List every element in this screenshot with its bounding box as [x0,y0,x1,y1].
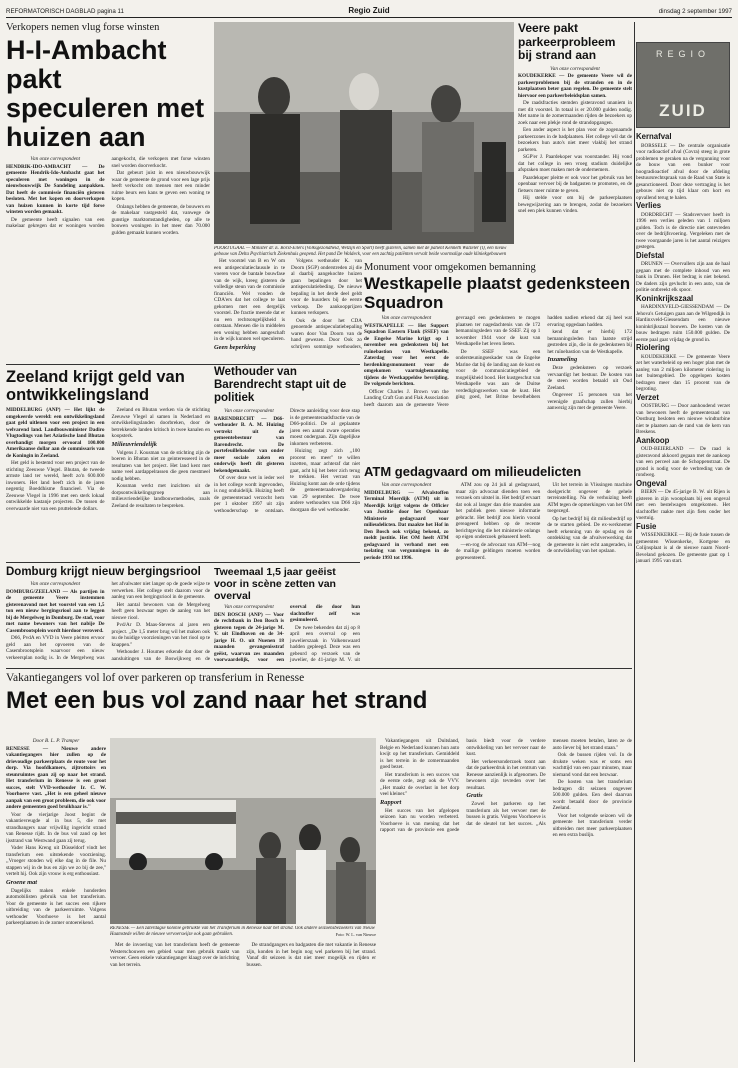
brief-text: DORDRECHT — Stadsvervoer heeft in 1996 een verlies geleden van 1 miljoen gulden. Toch is de directie niet ontevreden over de bedrijfsvoering. Vergeleken met de twee voorgaande jaren is het aantal reizigers gestegen. [636,211,730,250]
brief-title: Kernafval [636,132,672,141]
brief-text: BIERN — De 45-jarige B. W. uit Rijen is gisteren in zijn woonplaats bij een ongeval met een bestelwagen omgekomen. Het slachtoffer raakte met zijn fiets onder het voertuig. [636,489,730,521]
monument-subhead: Inzameling [547,356,578,363]
photo-renesse-caption-wrap [110,926,376,940]
brief-text: DRUNEN — Overvallers zijn aan de haal gegaan met de complete inhoud van een bank in Drunen. Het bedrag is niet bekend. De daders zijn gevlucht in een auto, van de politie ontbreekt elk spoor. [636,261,730,293]
lead-kicker: Verkopers nemen vlug forse winsten [6,22,160,33]
wethouder-headline: Wethouder van Barendrecht stapt uit de politiek [214,366,347,404]
regio-zuid-logo [636,42,730,128]
renesse-col1 [6,738,106,1060]
section-title: Regio Zuid [348,6,390,15]
renesse-heading [6,672,632,736]
renesse-para: Voor het volgende seizoen wil de gemeente het transferium verder uitbreiden met meer parkeerplaatsen en een extra buslijn. [552,812,632,838]
zeeland-subhead: Milieuvriendelijk [111,440,157,448]
renesse-para: Zowel het parkeren op het transferium als het vervoer met de bussen is gratis. Volgens Voorhoeve is dat de sleutel tot het succes. ,,Als mensen moeten betalen, laten ze de auto liever bij het strand staan.'' [466,738,632,827]
brief-title: Fusie [636,521,657,531]
article-tweemaal [214,566,360,666]
column-rule [634,22,635,1062]
tweemaal-para: De twee bekenden dat zij op 8 april een overval op een juwelierszaak in Valkenswaard hadden gepleegd. Deze was een gebeurd op verzoek van de juwelier, de 41-jarige M. V. uit [290,624,360,663]
divider [6,562,360,563]
atm-para: —en-rog de advocaat van ATM—nog de mailige geldingen moeten worden gepresenteerd. [455,541,541,561]
wethouder-para: Huizing zegt zich ,,100 procent en meer'' te willen inzetten, maar achteraf dat niet gaat, acht hij het beter zich terug te trekken. Het verrast van Huizing komt aan de orde tijdens de gemeenteraadsvergadering van 29 september. De twee andere wethouders van D66 zijn doorgaan die wel wethouder. [290,448,360,513]
brief-text: WISSENKERKE — Bij de fusie tussen de gemeenten Wissenkerke, Kortgene en Colijnsplaat is al de nieuwe naam Noord-Beveland gekozen. De gemeente gaat op 1 januari 1995 van start. [636,532,730,564]
zeeland-headline: Zeeland krijgt geld van ontwikkelingsland [6,368,185,404]
brief-title: Diefstal [636,250,665,260]
brief-text: OUD-BEIERLAND — De raad is gisteravond akkoord gegaan met de aankoop van een perceel aan de Schoppenstraat. De grond is nodig voor de verbreding van de rondweg. [636,446,730,478]
renesse-headline: Met een bus vol zand naar het strand [6,687,428,714]
veere-byline: Van onze correspondent [550,65,600,72]
tweemaal-intro: DEN BOSCH (ANP) — Voor de rechtbank in Den Bosch is gisteren tegen de 24-jarige M. V. uit Eindhoven en de 34-jarige H. O. uit Nuenen 18 maanden gevangenisstraf geëist, waarvan zes maanden voorwaardelijk, voor een overval die door hun slachtoffer zelf was gesimuleerd. [214,604,360,663]
brief-title: Aankoop [636,435,670,445]
domburg-para: Wethouder J. Houmes erkende dat door de aansluitingen van de Boswijkweg en de [111,649,210,662]
renesse-para: Met de invoering van het transferium heeft de gemeente Westerschouwen een gebied waar men gebruik maakt van vervoer. Geen enkele vakantieganger klaagt over de inrichting van het terrein. [110,942,240,968]
domburg-body [6,581,210,665]
atm-para: ATM zou op 24 juli al gedagvaard, maar zijn advocaat dienden toen een verzoek om uitstel in. Het bedrijf ervaart dat ook al langer dan drie maanden aan het publiek geen nieuwe informatie gebracht. Het bedrijf zou hierin vooral gereageerd hebben op de recente berichtgeving die het ministerie onlangs op eigen onderzoek gebaseerd heeft. [455,482,541,540]
veere-body [518,66,632,246]
renesse-para: Voor de vierjarige Joost begint de vakantievreugde al in bus 5, die met strandhangers naar vrijwillig ingericht strand van Renesse rijdt. In de bus vol zand op het ijsstrand van Westwand gaan zij terug. [6,811,106,844]
article-veere [518,22,632,258]
lead-para: De gemeente heeft signalen van een makelaar gekregen dat er woningen worden aangekocht, die verkopers met forse winsten snel worden doorverkocht. [6,156,210,229]
news-briefs [636,132,730,1062]
lead-para: Ook de door het CDA genoemde antispeculatiebepaling waren door Van Doorn van de hand gewezen. Door Ook zo schrijven sommige wethouders, [291,317,362,350]
tweemaal-body [214,604,360,664]
photo-placeholder-icon [110,738,376,924]
brief-text: BORSSELE — De centrale organisatie voor radioactief afval (Covra) steeg in grote problemen te geraken na de vergunning voor de bouw van een bunker voor hoogradioactief afval door de afdeling bestuursrechtspraak van de Raad van State is gesanctioneerd. Door deze vertraging is het gebouw niet op tijd klaar om kort en opvallend terug te halen. [636,142,730,201]
monument-body [364,315,632,462]
renesse-intro: RENESSE — Nieuwe andere vakantiegangers hier zullen op de drievoudige parkeerplaats de route voor het dorp. Via hoofdkamers, zijtrottoirs en steunruimtes gaan zij op naar het strand. Het transferium in Renesse is een groot succes, stelt VVD-wethouder Ir. C. W. Voorhoeve vast. ,,Het is een geheel nieuwe aanpak van een groot probleem, die ook voor andere gemeenten goed bruikbaar is.'' [6,745,106,810]
domburg-para: Het aantal bewoners van de Mergelweg heeft geen bezwaar tegen de aanleg van het nieuwe riool. [111,601,210,621]
veere-para: Een ander aspect is het plan voor de zogenaamde parkeerzones in de badplaatsen. Het college wil dat de bezoekers hun auto's niet meer vlakbij het strand parkeren. [518,127,632,153]
lead-continuation [214,258,362,362]
article-atm [364,464,632,608]
brief-title: Ongeval [636,478,667,488]
monument-byline: Van onze correspondent [381,315,432,321]
zeeland-intro: MIDDELBURG (ANP) — Het lijkt de omgekeerde wereld: een ontwikkelingsland gaat geld uitlenen voor een project in een welvarend land. Landbouwminister Dadiro Vlugtodings van het Aziatische land Bhutan overhandigt morgen ervooral 100.000 Amerikaanse dollar aan de commissaris van de Koningin in Zeeland. [6,407,105,459]
renesse-para: Ook de bussen rijden vol. In de drukste weken was er soms een wachttijd van een paar minuten, maar niemand vond dat een bezwaar. [552,752,632,778]
renesse-para: Het verkeersonderzoek toont aan dat de parkeerdruk in het centrum van Renesse aanzienlijk is afgenomen. De bewoners zijn tevreden over het resultaat. [466,758,546,791]
brief-title: Verlies [636,201,662,210]
monument-intro: WESTKAPELLE — Het Support Squadron Eastern Flank (SSEF) van de Engelse Marine krijgt op 1 november een gedenksteen bij het ruïnebastion van Westkapelle. Zaterdag voor het eerst de herdenkingsmonument voor de omgekomen vaartuigbemanning tijdens de Westkappeldse bevrijding. De volgende berichten. [364,322,449,387]
lead-para: Dat gebeurt juist in een nieuwbouwwijk waar de gemeente de grond voor een lage prijs heeft verkocht om mensen met een minder ruime beurs een kans te geven een woning te kopen. [111,170,210,202]
lead-para: Onlangs hebben de gemeente, de bouwers en de makelaar vastgesteld dat, vanwege de gunstige marktomstandigheden, op alle te bouwen woningen in het meer dan 70.000 gulden gemaakt kunnen worden. [111,203,210,236]
atm-intro: MIDDELBURG — Afvalstoffen Terminal Moerdijk (ATM) uit in Moerdijk krijgt volgens de Officier van Justitie door het Openbaar Ministerie gedagvaard voor milieudelicten. Dat maakte het Hof in Den Bosch ook vrijdag bekend, zo meldt justitie. Het OM heeft ATM gedagvaard in verband met een toelating van vergunningen in de periode 1993 tot 1996. [364,489,449,561]
article-zeeland [6,368,210,560]
monument-para: Officer Charles J. Brown van the Landing Craft Gun and Flak Association heeft daarom aan de gemeente Veere gevraagd een gedenksteen te mogen plaatsen ter nagedachtenis van de 172 bemanningsleden van de SSEF. Zij op 1 november 1944 voor de kust van Westkapelle het leven lieten. [364,315,541,408]
tweemaal-byline: Van onze correspondent [224,604,274,610]
tweemaal-headline: Tweemaal 1,5 jaar geëist voor in scène zetten van overval [214,566,336,602]
brief-text: OOSTBURG — Door aanhoudend verzet van bewoners heeft de gemeenteraad van Oostburg besloten een nieuwe windturbine niet te plaatsen aan de rand van de kern van Breskens. [636,403,730,435]
atm-body [364,482,632,600]
renesse-subhead: Groene mat [6,878,38,886]
lead-intro: HENDRIK-IDO-AMBACHT — De gemeente Hendrik-Ido-Ambacht gaat het speculeren met woningen in de nieuwbouwwijk De Sandeling aanpakken. Dat heeft de commissie financiën gisteren besloten. Met het kopen en doorverkopen van huizen kunnen in korte tijd forse winsten worden gemaakt. [6,163,105,215]
zeeland-para: Het geld is bestemd voor een project van de stichting Zeeuwse Vlegel. Bhutan, de tweede armste land ter wereld, heeft zo'n 600.000 inwoners. Het land heeft zich in de jaren negentig Boeddhisme financieel. Via de Zeeuwse Vlegel in 1996 met een sterk lokaal ontwikkelde kastanje projecten. De tussen de overwaarde niet van een pruttelende dollars. [6,460,105,512]
renesse-para: Vader Hans Kreng uit Düsseldorf vindt het transferium een uitstekende voorziening. ,,Vroeger stonden wij elke dag in de file. Nu stappen wij in de bus en zijn we zo bij de zee,'' vertelt hij. Ook zijn vrouw is erg enthousiast. [6,845,106,877]
photo-placeholder-icon [214,22,514,244]
article-domburg [6,566,210,666]
renesse-para: Het succes van het afgelopen seizoen kan nu worden verbeterd. Voorhoeve is van mening dat het rapport van de provincie een goede basis biedt voor de verdere ontwikkeling van het vervoer naar de kust. [380,738,546,833]
zeeland-para: Volgens J. Kousman van de stichting zijn de boeren in Bhutan niet zo geinteresseerd in de resultaten van het project. Het land kent met name veel aardappelrassen die geen mestmeel nodig hebben. [111,449,210,482]
zeeland-para: Kousman werkt met inzichten uit de dorpsontwikkelingsgroep aan milieuvriendelijke landbouwmethodes, zoals Zeeland de resultaten te bespreken. [111,483,210,509]
lead-para: Het voorstel van B en W om een antispeculatieclausule in te voeren voor de bantale bouwfase van de wijk, kreeg gisteren de volledige steun van de commissie financiën. Wel vonden de CDA'ers dat het college te laat gekomen met een dergelijk voorstel. De fractie meende dat er nu een rechtsongelijkheid is ontstaan. Mensen die in middelen een woning hebben aangeschaft in de wijk kunnen wel speculeren. [214,258,285,342]
brief-title: Verzet [636,392,659,402]
domburg-para: D66, PvdA en VVD in Veere pleitten ervoor geld aan het opvoeren van de Casembrootsplein waarvoor een nieuw verkeersplan nodig is. In de Mergelweg was het afvalwater niet langer op de goede wijze te verwerken. Het college stelt daarom voor de aanleg van een bergingsriool in de gemeente. [6,581,210,661]
monument-para: Deze gedenksteen op verzoek vervaardigt het bestuur. De kosten van de steen worden betaald uit Oud Zeeland. [547,365,632,391]
monument-para: kend dat er hierbij 172 bemanningsleden hun laatste strijd gestreden zijn, die in de gedenksteen bij het ruïnebastion van de Westkapelle. [547,329,632,355]
veere-para: Paardekoper pleitte er ook voor het gebruik van het openbaar vervoer bij de badgasten te promoten, en de fietsers meer ruimte te geven. [518,174,632,194]
lead-subhead: Geen beperking [214,343,256,351]
lead-body [6,156,210,362]
brief-title: Koninkrijkszaal [636,293,694,303]
lead-headline: H-I-Ambacht pakt speculeren met huizen aan [6,35,205,152]
divider [6,364,360,365]
renesse-under-photo [110,942,376,1060]
renesse-para: De kosten van het transferium bedragen dit seizoen ongeveer 500.000 gulden. Een deel daarvan wordt betaald door de provincie Zeeland. [552,779,632,811]
brief-text: KOUDEKERKE — De gemeente Veere zet het waterbeleid op een hoger plan met de aanleg van 2 miljoen kilometer riolering in het buitengebied. De opgelopen kosten bedragen meer dan 15 procent van de begroting. [636,353,730,392]
divider [6,668,632,669]
article-wethouder [214,366,360,566]
issue-date: dinsdag 2 september 1997 [658,8,732,15]
renesse-subhead: Rapport [380,798,402,806]
atm-byline: Van onze correspondent [381,482,432,488]
monument-kicker: Monument voor omgekomen bemanning [364,262,536,273]
lead-byline: Van onze correspondent [30,156,81,162]
page-header [6,6,732,18]
renesse-para: Het transferium is een succes van de eerste orde, zegt ook de VVV. ,,Het maakt de overlast in het dorp veel kleiner.'' [380,771,460,797]
renesse-subhead: Gratis [466,792,483,799]
lead-para: Volgens wethouder K. van Doorn (SGP) onderstreden zij die al daarbij aangekochte huizen gaan bepalingen door het antispeculatiebeding. De nieuwe bepaling in het derde deel geldt voor de huurders bij de eerste verkoop. De aankoopprijzen kunnen verkopers. [291,258,362,316]
veere-intro: KOUDEKERKE — De gemeente Veere wil de parkeerproblemen bij de stranden en in de kustplaatsen beter gaan regelen. De gemeente stelt hiervoor een parkeerbeleidsplan samen. [518,73,632,99]
domburg-para: Pvd/Ar D. Maas-Stevens al jaren een project. ,,De 1,5 meter brug wil het maken ook nu de huidige voorzieningen van het riool op te knappen.'' [111,622,210,648]
lead-article [6,22,210,362]
atm-para: Op het bedrijf bij dit milieubedrijf op de te starten gebied. De ex-werknemer heeft erkenning van de opslag en de ontdekking van de afvalverwerking dat de gemeente is niet echt aangeraden, in de ontwikkeling van het opslaan. [547,515,632,554]
veere-para: SGP'er J. Paardekoper was voorstander. Hij vond dat het college in een vroeg stadium duidelijke afspraken moet maken met de ondernemers. [518,154,632,173]
logo-bottom-word: ZUID [659,101,707,120]
photo-minister-caption-wrap [214,246,514,257]
renesse-para: Vakantiegangers uit Duitsland, Belgie en Nederland kunnen hun auto kwijt op het transferium. Gemiddeld is het terrein in de zomermaanden goed bezet. [380,738,460,770]
article-monument [364,262,632,462]
monument-headline: Westkapelle plaatst gedenksteen Squadron [364,274,631,312]
wethouder-para: Of over deze wet in ieder wel in het college wordt ingevonden, is nog onduidelijk. Huizing heeft de gemeenteraad verzocht hem per 1 oktober 1997 uit zijn wethouderschap te ontslaan. Directe aanleiding voor deze stap is de gemeenteraadsfractie van de D66-politici. De al geplaatste jaren een aantal zware operaties moest ondergaan. Zijn dagelijkse inkomen verbeteren. [214,408,360,514]
renesse-cols-right [380,738,632,1060]
wethouder-byline: Van onze correspondent [224,408,274,414]
zeeland-para: Zeeland en Bhutan werken via de stichting Zeeuwse Vlegel al samen in Nederland en ontwikkelingslanden doorbreken, door de betrekkende landen kritisch in twee kanalen en koopsterk. [111,407,210,439]
veere-headline: Veere pakt parkeerprobleem bij strand aan [518,22,616,62]
atm-headline: ATM gedagvaard om milieudelicten [364,464,582,479]
renesse-para: Dagelijks maken enkele honderden automobilisten gebruik van het transferium. Voor de gemeente is het succes een rijkere uitbreiding van de parkeerruimte. Volgens wethouder Voorhoeve is het aantal parkeerplaatsen in de zomer ontoereikend. [6,887,106,926]
domburg-headline: Domburg krijgt nieuw bergingsriool [6,566,201,578]
photo-minister [214,22,514,244]
wethouder-intro: BARENDRECHT — D66-wethouder B. A. M. Huizing vertrekt uit de gemeentebestuur van Barendrecht. De portefeuillehouder van onder meer sociale zaken en onderwijs heeft dit gisteren bekendgemaakt. [214,415,284,474]
domburg-intro: DOMBURG/ZEELAND — Als partijen in de gemeente Veere instemmen gisterenavond met het voorstel van een 1,5 ton een nieuw bergingsriool aan te leggen bij de Mergelweg in Domburg. De stad, voor met name bewoners van het nabije De Casembrootsplein wordt hierdoor veroverd. [6,588,105,634]
monument-para: Ongeveer 15 personen van het verenigde graafschap zullen hierbij aanwezig zijn met de gemeente Veere. [547,392,632,411]
domburg-byline: Van onze correspondent [30,581,81,587]
photo-renesse-caption: RENESSE — Een zaterdagse kolonie gebruikte van het Transferium in Renesse naar het strand. Ook andere seizoensbezoekers van Nieuw Haamstede willen de nieuwe vervoerswijze ook gaan gebruiken. [110,926,375,937]
brief-text: HARDINXVELD-GIESSENDAM — De Jehova's Getuigen gaan aan de Wilgendijk in Hardinxveld-Giessendam een nieuwe koninkrijkszaal bouwen. De kosten van de bouw bedragen ruim 150.000 gulden. De eerste paal gaat vrijdag de grond in. [636,304,730,343]
atm-para: Uit het terrein in Vlissingen machine doelgericht ongeveer de gehele terreinstelling. Na de verhuizing heeft ATM tegen de opmerkingen van het OM toegezegd. [547,482,632,514]
paper-name: REFORMATORISCH DAGBLAD pagina 11 [6,8,124,15]
renesse-byline: Door B. L. P. Tramper [32,738,80,744]
photo-renesse [110,738,376,924]
veere-para: Hij stelde voor om bij de parkeerplaatsen bewegwijzering aan te brengen, zodat de bezoekers snel een plek kunnen vinden. [518,195,632,214]
renesse-kicker: Vakantiegangers vol lof over parkeren op transferium in Renesse [6,672,305,684]
monument-para: De SSEF was een ondersteuningseskader van de Engelse Marine dat bij de landing aan de kust en voor de communicatiegebied de mogelijkheid bood. Het kustgeschut van Westkapelle was aan de Duitse verdedigingswerken van de kust. Het ging goed, het Britse bevelhebbers hadden nadien erkend dat zij heel wat ervaring opgedaan hadden. [455,315,632,400]
photo-minister-caption: POORTUGAAL — Minister dr. E. Borst-Eilers (Volksgezondheid, Welzijn en Sport) heeft gisteren, samen met de patiënt Kenneth Walzeler (l), een nieuw gebouw van Delta Psychiatrisch Ziekenhuis geopend. Het pand De Waldeck, voor een zachtig patiënten vervalt beide voormalige oude kliniekgebouwen [214,246,507,257]
brief-title: Riolering [636,343,670,352]
logo-top-word: REGIO [655,49,710,59]
renesse-para: De strandgangers en badgasten die met vakantie in Renesse zijn, konden in het begin nog wel parkeren bij het strand. Vanaf dit seizoen is dat niet meer mogelijk en rijden er bussen. [246,942,376,968]
wethouder-body [214,408,360,558]
veere-para: De raadsfracties stemden gisteravond unaniem in met dit voorstel. In totaal is er 20.000 gulden nodig. Met name in de zomermaanden rijden de bezoekers op zoek naar een plekje rond de strandopgangen. [518,100,632,126]
zeeland-body [6,407,210,557]
photo-renesse-credit: Foto: W. L. van Nieuwe [335,932,376,937]
